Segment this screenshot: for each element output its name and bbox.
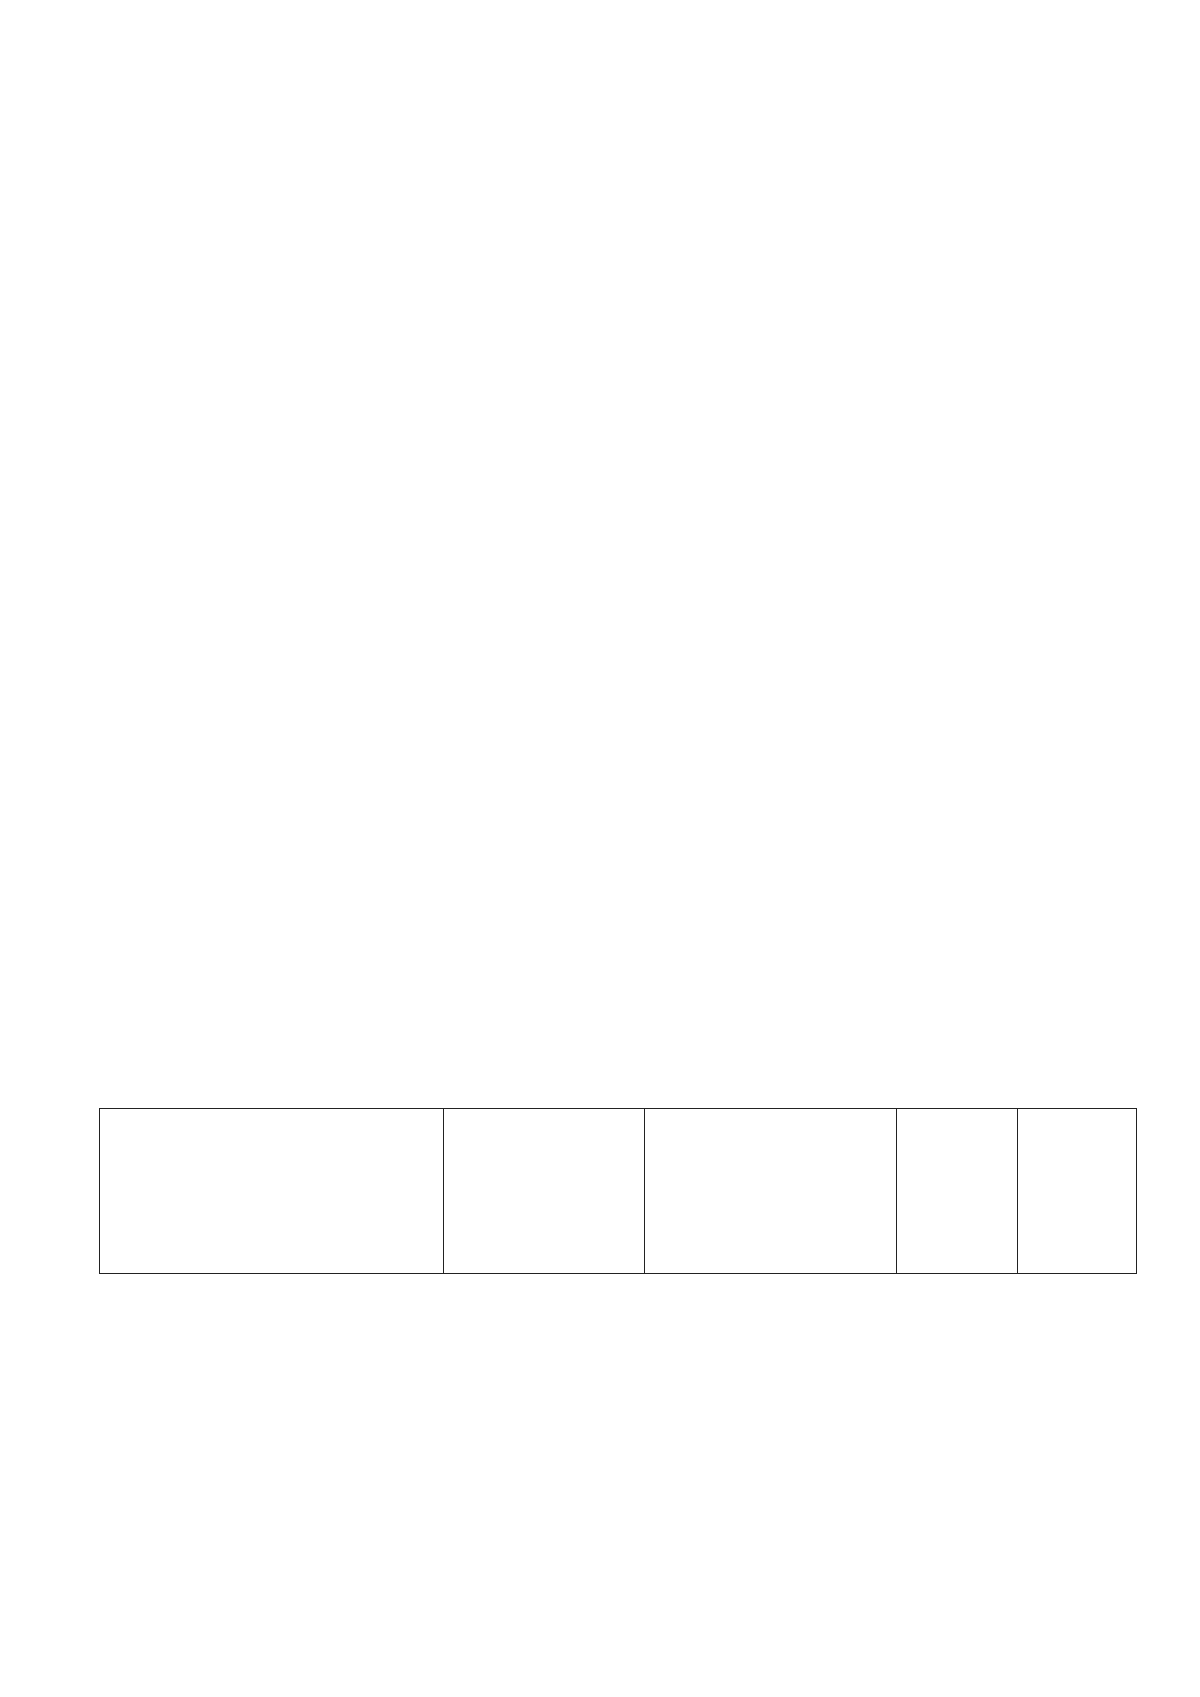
forest-distribution-table	[99, 1108, 1137, 1274]
header-purpose	[100, 1109, 444, 1274]
header-row	[100, 1109, 1137, 1274]
header-area	[897, 1109, 1018, 1274]
header-basis	[1018, 1109, 1137, 1274]
header-quarters	[645, 1109, 897, 1274]
header-forestry	[444, 1109, 645, 1274]
